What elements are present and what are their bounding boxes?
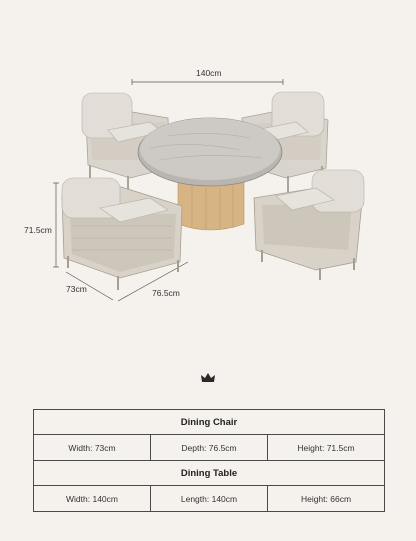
- table-spec-title: Dining Table: [180, 467, 238, 479]
- front-right-chair: [254, 170, 364, 280]
- chair-height-label: 71.5cm: [24, 225, 52, 235]
- chair-width-cell: Width: 73cm: [68, 442, 116, 453]
- front-left-chair: [62, 178, 182, 290]
- table-width-cell: Width: 140cm: [66, 493, 118, 504]
- table-length-cell: Length: 140cm: [150, 486, 267, 511]
- chair-height-cell: Height: 71.5cm: [267, 435, 384, 460]
- chair-width-label: 73cm: [66, 284, 87, 294]
- table-width-label: 140cm: [196, 68, 222, 78]
- chair-spec-title: Dining Chair: [180, 416, 238, 428]
- spec-table: [33, 409, 385, 512]
- chair-depth-label: 76.5cm: [152, 288, 180, 298]
- table-height-cell: Height: 66cm: [267, 486, 384, 511]
- chair-depth-cell: Depth: 76.5cm: [150, 435, 267, 460]
- crown-icon: [200, 372, 216, 384]
